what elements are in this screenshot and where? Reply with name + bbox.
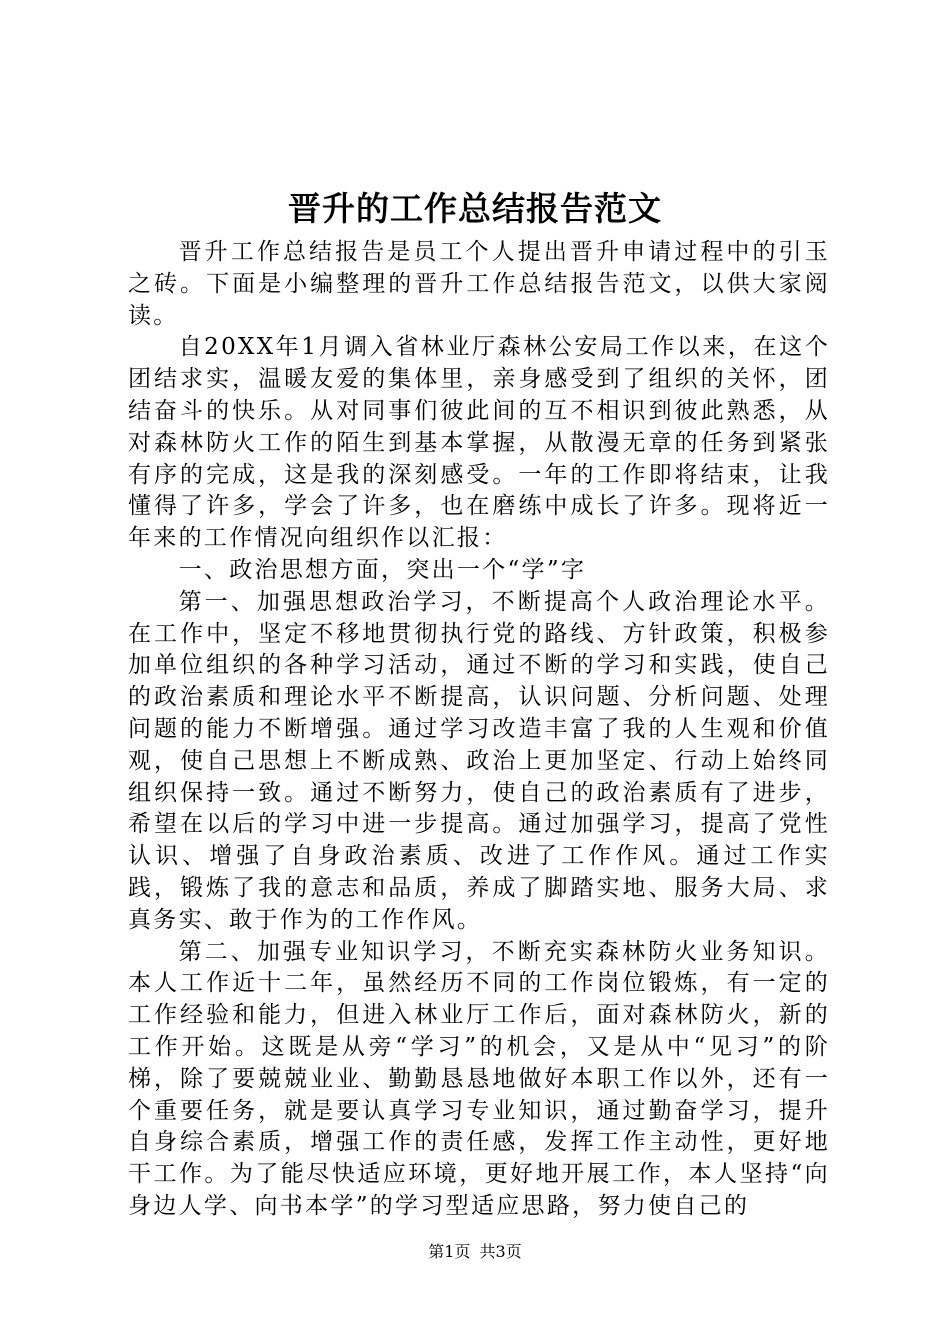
- section-heading-political: 一、政治思想方面，突出一个“学”字: [178, 556, 587, 583]
- page-number: 第1页: [428, 1242, 471, 1261]
- document-body: [128, 237, 830, 1223]
- page-total: 共3页: [479, 1242, 522, 1261]
- paragraph-overview: 自20XX年1月调入省林业厅森林公安局工作以来，在这个团结求实，温暖友爱的集体里，亲身感受到了组织的关怀，团结奋斗的快乐。从对同事们彼此间的互不相识到彼此熟悉，从对森林防火工作的陌生到基本掌握，从散漫无章的任务到紧张有序的完成，这是我的深刻感受。一年的工作即将结束，让我懂得了许多，学会了许多，也在磨练中成长了许多。现将近一年来的工作情况向组织作以汇报：: [128, 334, 830, 552]
- document-title: 晋升的工作总结报告范文: [288, 189, 662, 228]
- paragraph-point-two: 第二、加强专业知识学习，不断充实森林防火业务知识。本人工作近十二年，虽然经历不同的工作岗位锻炼，有一定的工作经验和能力，但进入林业厅工作后，面对森林防火，新的工作开始。这既是从旁“学习”的机会，又是从中“见习”的阶梯，除了要兢兢业业、勤勤恳恳地做好本职工作以外，还有一个重要任务，就是要认真学习专业知识，通过勤奋学习，提升自身综合素质，增强工作的责任感，发挥工作主动性，更好地干工作。为了能尽快适应环境，更好地开展工作，本人坚持“向身边人学、向书本学”的学习型适应思路，努力使自己的: [128, 938, 830, 1219]
- page-footer: [0, 1240, 950, 1264]
- paragraph-intro: 晋升工作总结报告是员工个人提出晋升申请过程中的引玉之砖。下面是小编整理的晋升工作总结报告范文，以供大家阅读。: [128, 239, 830, 329]
- paragraph-point-one: 第一、加强思想政治学习，不断提高个人政治理论水平。在工作中，坚定不移地贯彻执行党的路线、方针政策，积极参加单位组织的各种学习活动，通过不断的学习和实践，使自己的政治素质和理论水平不断提高，认识问题、分析问题、处理问题的能力不断增强。通过学习改造丰富了我的人生观和价值观，使自己思想上不断成熟、政治上更加坚定、行动上始终同组织保持一致。通过不断努力，使自己的政治素质有了进步，希望在以后的学习中进一步提高。通过加强学习，提高了党性认识、增强了自身政治素质、改进了工作作风。通过工作实践，锻炼了我的意志和品质，养成了脚踏实地、服务大局、求真务实、敢于作为的工作作风。: [128, 588, 830, 933]
